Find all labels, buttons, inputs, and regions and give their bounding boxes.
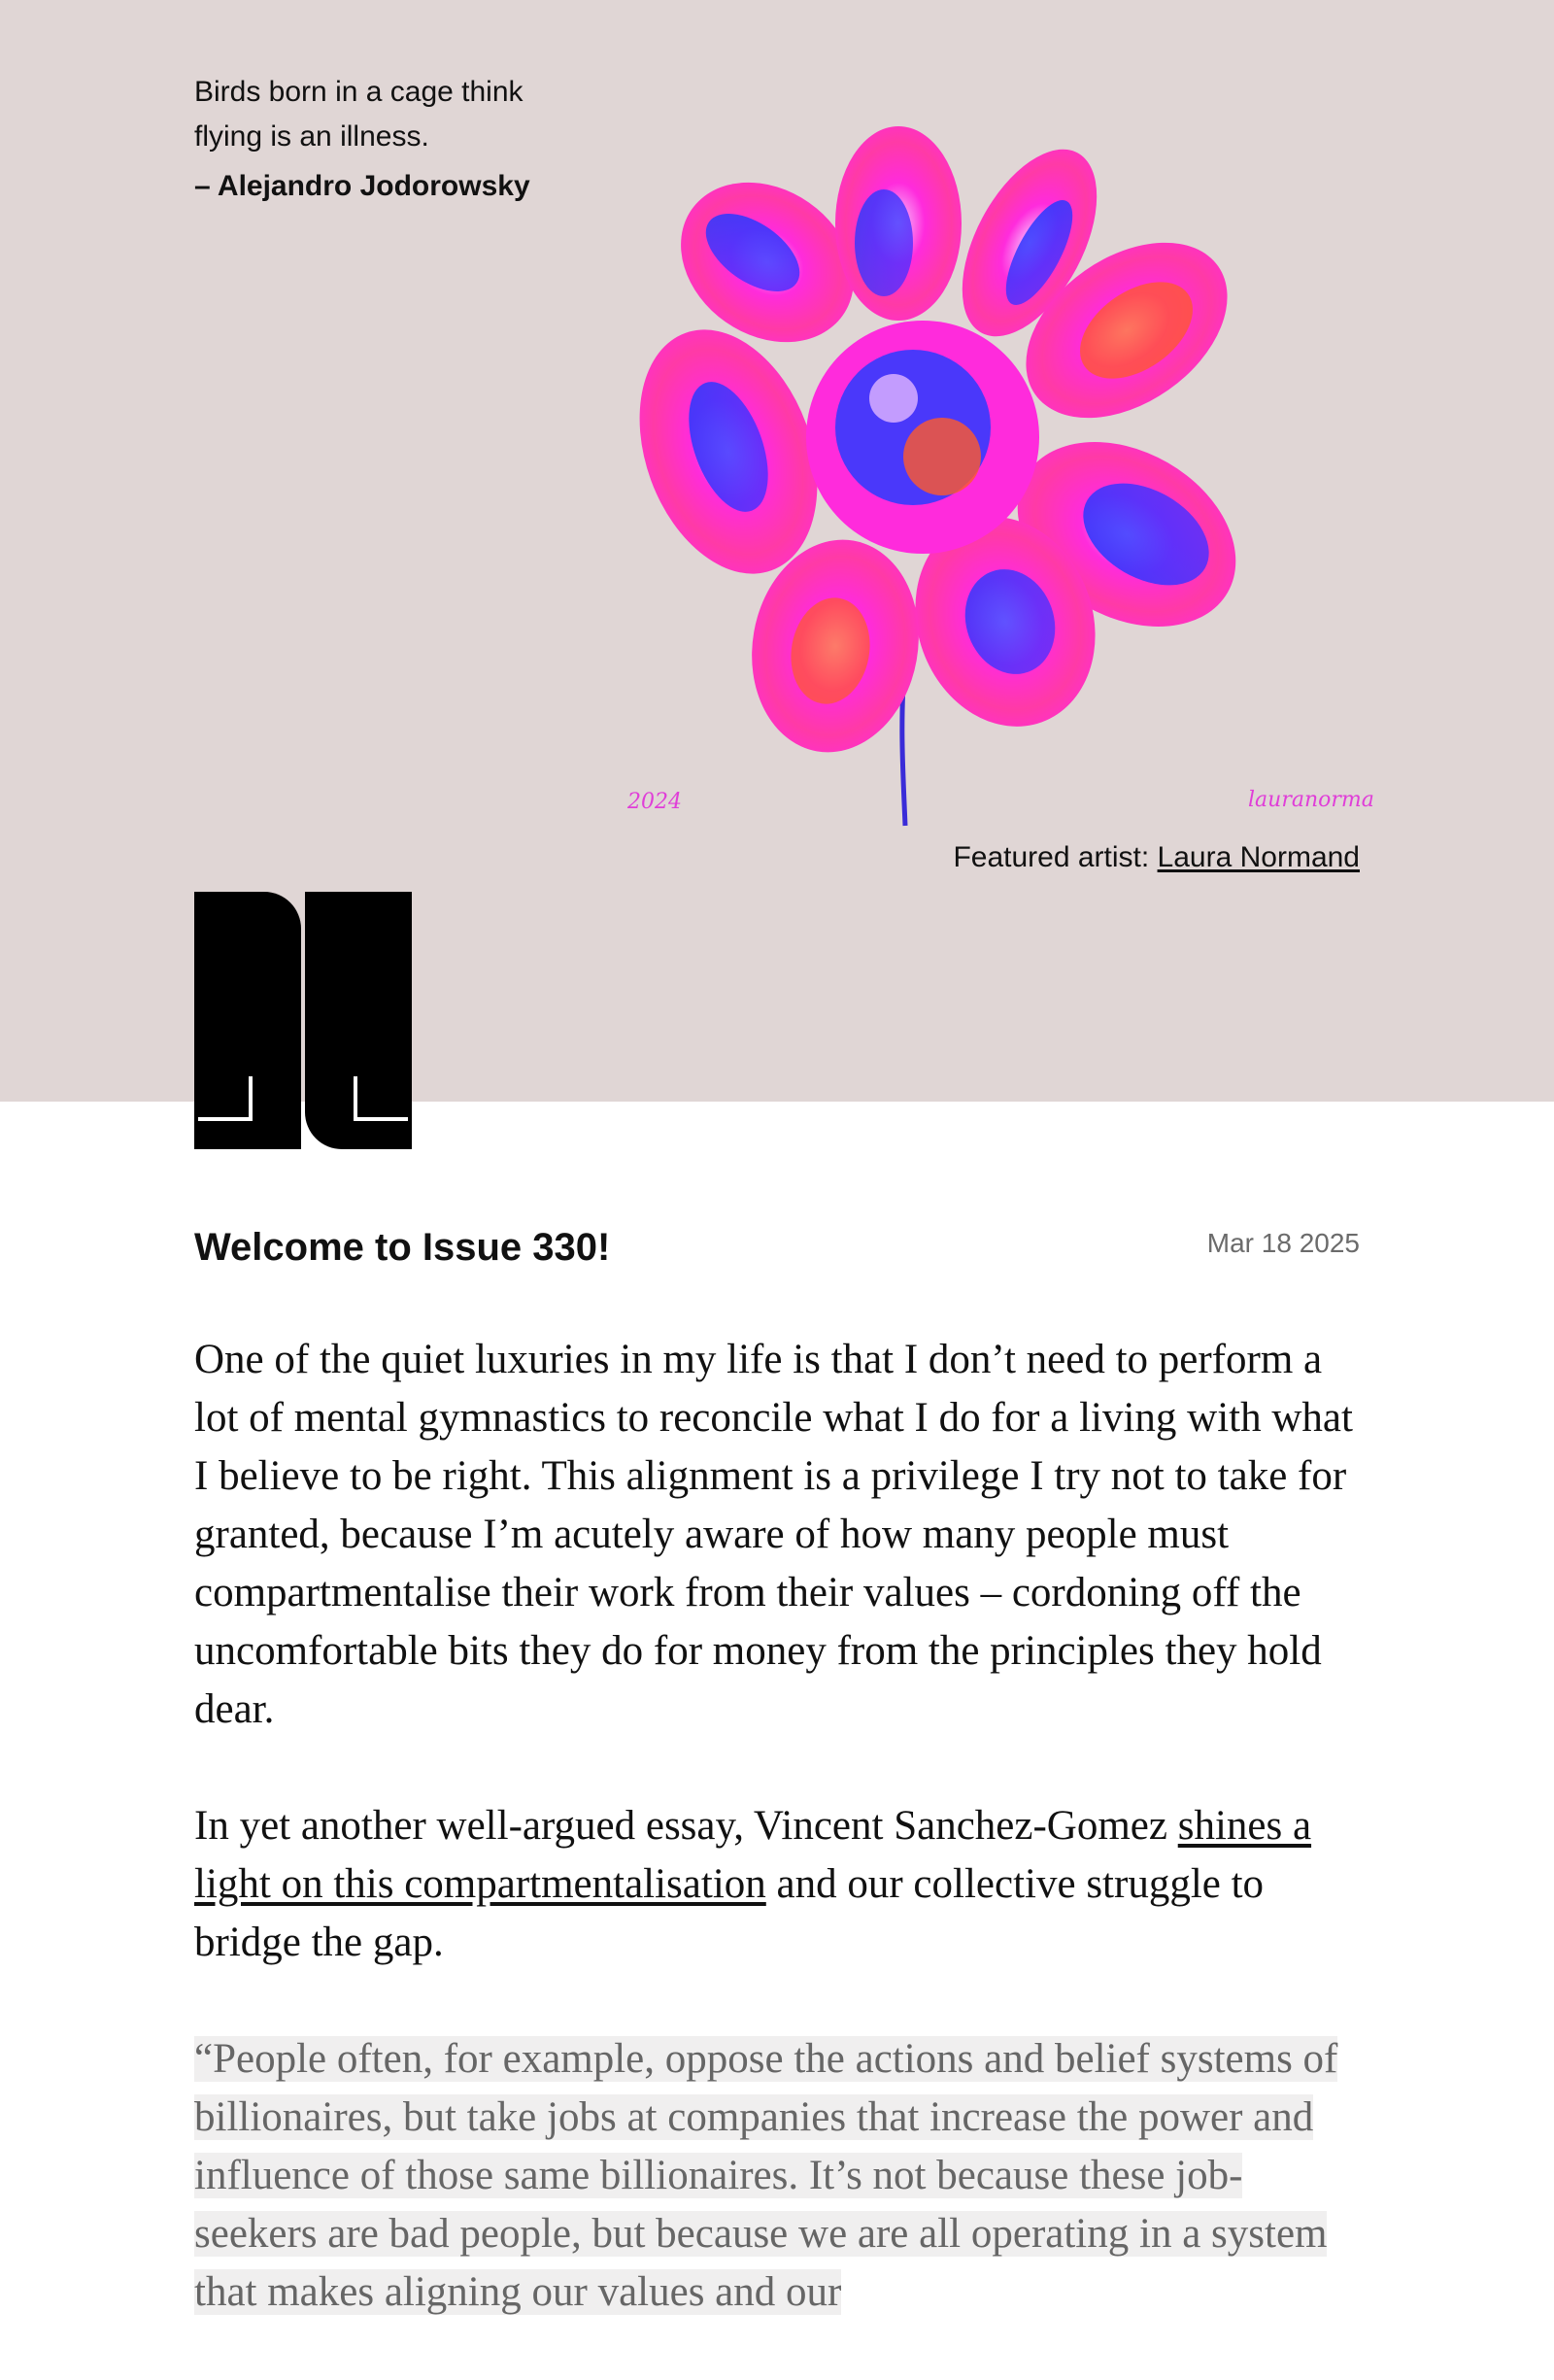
intro-paragraph: One of the quiet luxuries in my life is that I don’t need to perform a lot of mental gymnastics to reconcile what I do for a living with what I believe to be right. This alignment is a privilege I try not to take for granted, because I’m acutely aware of how many people must compartmentalise their work from their values – cordoning off the uncomfortable bits they do for money from the principles they hold dear.: [194, 1337, 1353, 1732]
featured-artist-link[interactable]: Laura Normand: [1157, 841, 1360, 873]
essay-paragraph: [194, 1797, 1360, 1972]
pull-quote: [194, 2030, 1360, 2322]
featured-artwork: [622, 117, 1374, 835]
artwork-signature-right: lauranorma: [1248, 788, 1374, 812]
issue-date: Mar 18 2025: [1206, 1228, 1360, 1258]
artwork-signature-left: 2024: [627, 790, 682, 814]
dense-discovery-logo[interactable]: [194, 892, 412, 1149]
essay-link[interactable]: shines a light on this compartmentalisation: [194, 1803, 1312, 1907]
hero-quote: Birds born in a cage think flying is an illness.: [194, 76, 524, 153]
essay-paragraph-text-end: and our collective struggle to bridge the gap.: [194, 1861, 1265, 1965]
featured-artist-credit: [953, 841, 1360, 874]
essay-paragraph-text-start: In yet another well-argued essay, Vincent Sanchez-Gomez: [194, 1803, 1178, 1849]
article-body: [194, 1331, 1360, 2380]
featured-artist-prefix: Featured artist:: [953, 841, 1158, 873]
issue-title: Welcome to Issue 330!: [194, 1226, 611, 1269]
pull-quote-text: “People often, for example, oppose the actions and belief systems of billionaires, but take jobs at companies that increase the power and influence of those same billionaires. It’s not because these job-seekers are bad people, but because we are all operating in a system that makes aligning our values and our: [194, 2036, 1338, 2315]
hero-quote-author: – Alejandro Jodorowsky: [194, 170, 530, 202]
